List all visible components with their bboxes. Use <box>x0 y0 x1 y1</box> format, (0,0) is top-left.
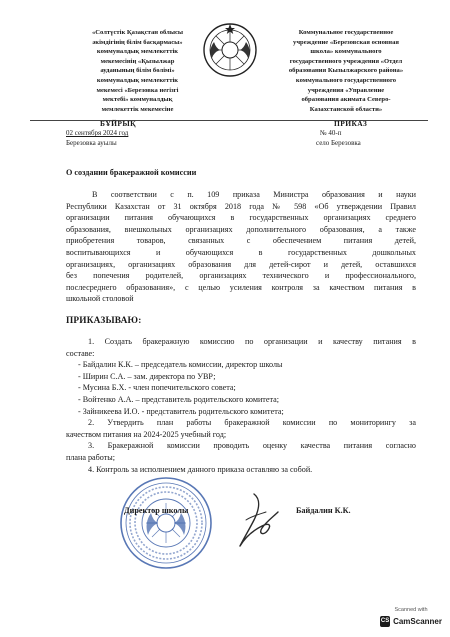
document-title: О создании бракеражной комиссии <box>66 168 197 177</box>
header-left-line: «Солтүстік Қазақстан облысы <box>91 29 184 36</box>
order-items <box>66 336 416 475</box>
header-left-line: ауданының білім бөлімі» <box>100 67 175 75</box>
header-divider <box>30 120 428 121</box>
order-item-3: 3. Бракеражной комиссии проводить оценку качества питания согласно <box>88 441 416 451</box>
header-left-line: коммуналдық мемлекеттік <box>96 76 179 84</box>
order-item-3-cont: плана работы; <box>66 452 116 462</box>
scanner-caption: Scanned with <box>394 607 428 613</box>
header-right-line: государственного учреждения «Отдел <box>289 57 403 65</box>
camscanner-watermark <box>380 607 442 631</box>
order-heading: ПРИКАЗЫВАЮ: <box>66 316 142 326</box>
header-left-line: коммуналдық мемлекеттік <box>96 48 179 56</box>
preamble-line: организации питания обучающихся в государственных организациях среднего <box>66 213 416 223</box>
scanner-brand: CamScanner <box>393 617 442 626</box>
header-left-line: мекемесі «Березовка негізгі <box>96 86 179 94</box>
preamble-line: без попечения родителей, организациях технического и профессионального, <box>66 271 416 281</box>
doc-type-russian: ПРИКАЗ <box>334 119 368 128</box>
order-item-4: 4. Контроль за исполнением данного приказа оставляю за собой. <box>88 464 313 474</box>
header-right-line: Казахстанской области» <box>309 105 383 113</box>
preamble-line: воспитывающихся и обучающихся в государственных дошкольных <box>66 247 416 257</box>
commission-member: - Войтенко А.А. – представитель родительского комитета; <box>78 394 279 404</box>
preamble-line: образования, внешкольных организациях дополнительного образования, а также <box>66 224 416 234</box>
order-item-1-cont: составе: <box>66 348 95 358</box>
document-date: 02 сентября 2024 год <box>66 129 129 137</box>
preamble-line: организациях, организациях образования для детей-сирот и детей, оставшихся <box>66 259 416 269</box>
preamble-line: послесреднего образования», с целью усиления контроля за качеством питания в <box>66 282 416 292</box>
state-emblem-icon <box>202 22 258 78</box>
header-left-line: әкімдігінің білім басқармасы» <box>92 38 183 46</box>
preamble-line: школьной столовой <box>66 294 134 304</box>
header-kazakh-org <box>60 28 215 114</box>
header-right-line: образования Кызылжарского района» <box>288 67 404 75</box>
header-right-line: коммунального государственного <box>295 76 397 84</box>
order-item-1: 1. Создать бракеражную комиссию по организации и качеству питания в <box>88 337 416 346</box>
official-stamp-icon <box>118 475 214 571</box>
commission-member: - Ширин С.А. – зам. директора по УВР; <box>78 371 216 381</box>
header-russian-org <box>266 28 426 114</box>
order-item-2: 2. Утвердить план работы бракеражной комиссии по мониторингу за <box>88 418 416 428</box>
order-item-2-cont: качеством питания на 2024-2025 учебный год; <box>66 429 227 439</box>
place-kazakh: Березовка ауылы <box>66 139 117 147</box>
header-left-line: мемлекеттік мекемесіне <box>101 105 174 113</box>
handwritten-signature-icon <box>232 490 280 552</box>
header-right-line: Коммунальное государственное <box>298 29 394 36</box>
header-left-line: мекемесінің «Қызылжар <box>100 57 175 65</box>
header-right-line: учреждение «Березовская основная <box>293 38 399 46</box>
header-right-line: образования акимата Северо- <box>301 96 391 104</box>
document-number: № 40-п <box>320 129 342 137</box>
signatory-name: Байдалин К.К. <box>296 506 351 515</box>
header-left-line: мектебі» коммуналдық <box>102 96 173 104</box>
header-right-line: школа» коммунального <box>310 48 382 56</box>
commission-member: - Зайникеева И.О. - представитель родительского комитета; <box>78 406 284 416</box>
doc-type-kazakh: БҰЙРЫҚ <box>100 119 136 128</box>
preamble-line: Республики Казахстан от 31 октября 2018 года № 598 «Об утверждении Правил <box>66 201 416 211</box>
commission-member: - Байдалин К.К. – председатель комиссии, директор школы <box>78 360 283 370</box>
camscanner-logo-icon: CS <box>380 616 390 627</box>
place-russian: село Березовка <box>316 139 361 147</box>
commission-member: - Мусина Б.Х. - член попечительского совета; <box>78 383 236 393</box>
preamble <box>66 189 416 305</box>
preamble-line: приобретения товаров, связанных с обеспечением питания детей, <box>66 236 416 246</box>
preamble-line: В соответствии с п. 109 приказа Министра образования и науки <box>92 190 416 199</box>
header-right-line: учреждения «Управление <box>307 86 385 94</box>
signatory-position: Директор школы <box>124 506 189 515</box>
